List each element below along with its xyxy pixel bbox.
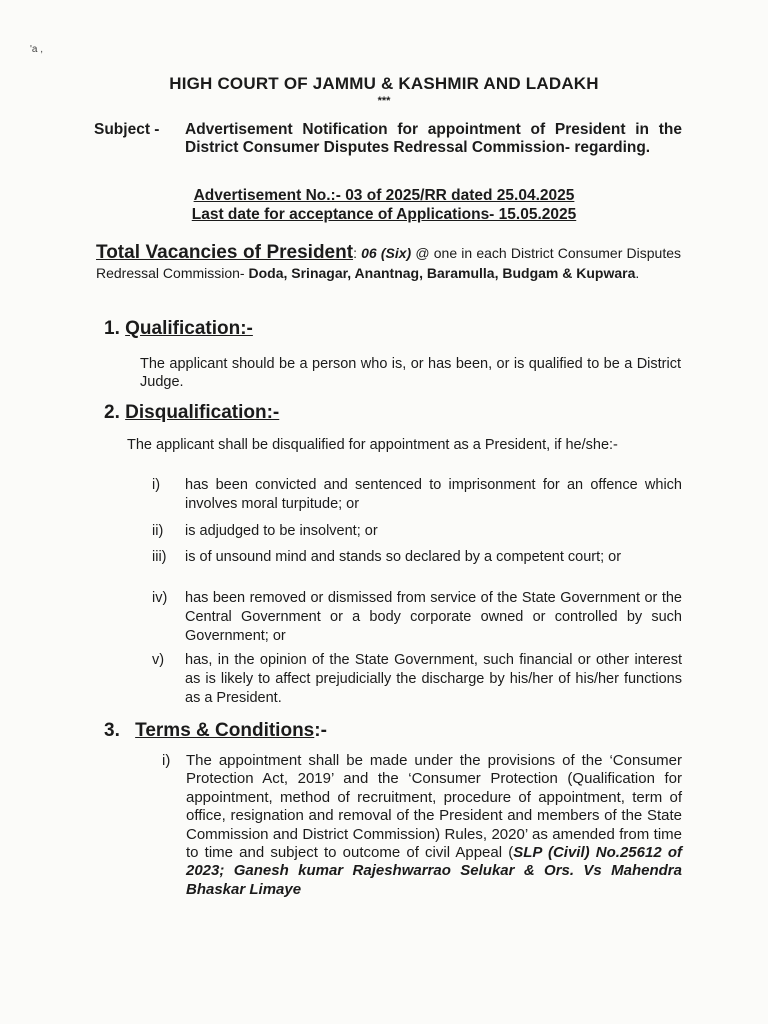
section-title: Terms & Conditions [135, 720, 315, 741]
section-title: Qualification:- [125, 318, 253, 339]
vacancies-end: . [635, 265, 640, 281]
item-text [186, 752, 682, 899]
scan-marks: 'a , [30, 44, 44, 55]
vacancies-heading: Total Vacancies of President [96, 242, 354, 263]
case-citation: SLP (Civil) No.25612 of 2023; Ganesh kumar Rajeshwarrao Selukar & Ors. Vs Mahendra Bhaskar Limaye [186, 844, 682, 898]
item-text: has been convicted and sentenced to imprisonment for an offence which involves moral turpitude; or [185, 477, 682, 512]
item-number: i) [162, 752, 171, 769]
item-text: has been removed or dismissed from service of the State Government or the Central Government or a body corporate owned or controlled by such Government; or [185, 590, 682, 644]
item-text: is adjudged to be insolvent; or [185, 523, 378, 539]
qualification-heading [104, 318, 253, 340]
terms-heading [104, 720, 327, 742]
vacancies-count: 06 (Six) [361, 245, 412, 261]
item-number: iii) [152, 549, 167, 565]
section-number: 2. [104, 402, 120, 423]
item-text: is of unsound mind and stands so declared by a competent court; or [185, 549, 622, 565]
disqualification-intro: The applicant shall be disqualified for appointment as a President, if he/she:- [127, 437, 618, 453]
section-title: Disqualification:- [125, 402, 280, 423]
advertisement-number: Advertisement No.:- 03 of 2025/RR dated 25.04.2025 [193, 187, 575, 204]
item-text: has, in the opinion of the State Government, such financial or other interest as is likely to affect prejudicially the discharge by his/her of his/her functions as a President. [185, 652, 682, 706]
qualification-text: The applicant should be a person who is, or has been, or is qualified to be a District Judge. [140, 356, 681, 390]
section-number: 1. [104, 318, 120, 339]
subject-text: Advertisement Notification for appointment of President in the District Consumer Disputes Redressal Commission- regarding. [185, 121, 682, 156]
item-number: iv) [152, 590, 168, 606]
disqualification-heading [104, 402, 279, 424]
section-number: 3. [104, 720, 120, 741]
court-title: HIGH COURT OF JAMMU & KASHMIR AND LADAKH [169, 74, 599, 93]
title-separator: *** [377, 95, 391, 107]
vacancies-places: Doda, Srinagar, Anantnag, Baramulla, Budgam & Kupwara [248, 265, 636, 281]
section-title-suffix: :- [314, 720, 327, 741]
subject-label: Subject - [94, 121, 160, 138]
item-number: ii) [152, 523, 164, 539]
item-number: v) [152, 652, 165, 668]
terms-text: The appointment shall be made under the provisions of the ‘Consumer Protection Act, 2019’ and the ‘Consumer Protection (Qualification for appointment, method of recruitment, procedure of appointment, term of office, resignation and removal of the President and members of the State Commission and District Commission) Rules, 2020’ as amended from time to time and subject to outcome of civil Appeal ( [186, 752, 682, 862]
last-date-line: Last date for acceptance of Applications- 15.05.2025 [191, 206, 577, 223]
vacancies-colon: : [353, 245, 357, 261]
vacancies-paragraph [96, 243, 681, 283]
vacancies-text: @ one in each District Consumer Disputes Redressal Commission- [96, 245, 681, 281]
item-number: i) [152, 477, 161, 493]
